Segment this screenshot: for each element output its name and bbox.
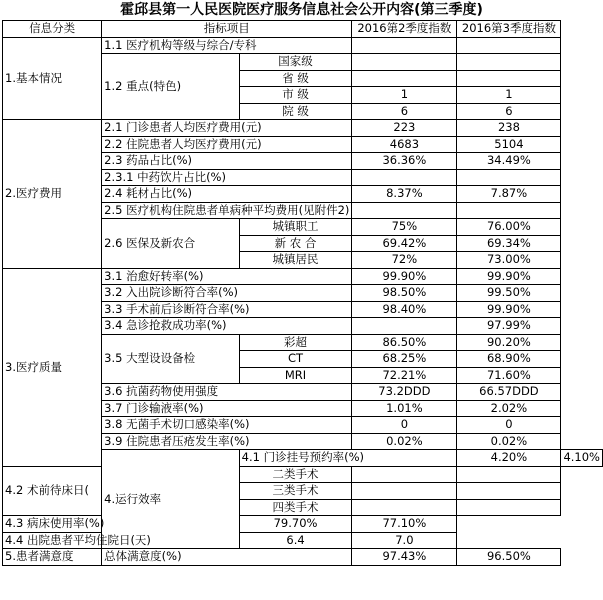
info-table [2, 20, 603, 566]
q3-value: 99.90% [457, 268, 561, 285]
q2-value [352, 54, 457, 71]
q2-value [352, 318, 457, 335]
indicator-cell: 3.2 入出院诊断符合率(%) [102, 285, 352, 302]
sub-indicator-cell: 省 级 [239, 70, 352, 87]
q2-value: 69.42% [352, 235, 457, 252]
sub-indicator-cell: 国家级 [239, 54, 352, 71]
q3-value: 90.20% [457, 334, 561, 351]
table-row [3, 37, 603, 54]
category-cell: 5.患者满意度 [3, 549, 102, 566]
table-row [3, 120, 603, 137]
indicator-cell: 4.1 门诊挂号预约率(%) [239, 450, 457, 467]
indicator-cell: 1.2 重点(特色) [102, 54, 240, 120]
q2-value: 73.2DDD [352, 384, 457, 401]
q3-value [457, 483, 561, 500]
q2-value: 68.25% [352, 351, 457, 368]
category-cell: 4.运行效率 [102, 450, 240, 549]
q3-value: 77.10% [352, 516, 457, 533]
q2-value: 223 [352, 120, 457, 137]
q2-value: 72.21% [352, 367, 457, 384]
q2-value [352, 466, 457, 483]
indicator-cell: 2.6 医保及新农合 [102, 219, 240, 269]
sub-indicator-cell: 彩超 [239, 334, 352, 351]
indicator-cell: 4.4 出院患者平均住院日(天) [3, 532, 240, 549]
q3-value: 7.87% [457, 186, 561, 203]
q2-value [352, 37, 457, 54]
q3-value: 34.49% [457, 153, 561, 170]
table-row [3, 532, 603, 549]
q3-value: 73.00% [457, 252, 561, 269]
indicator-cell: 3.3 手术前后诊断符合率(%) [102, 301, 352, 318]
indicator-cell: 3.6 抗菌药物使用强度 [102, 384, 352, 401]
q3-value: 66.57DDD [457, 384, 561, 401]
indicator-cell: 2.3.1 中药饮片占比(%) [102, 169, 352, 186]
q3-value [457, 499, 561, 516]
q2-value: 6.4 [239, 532, 352, 549]
q2-value: 4683 [352, 136, 457, 153]
sub-indicator-cell: 新 农 合 [239, 235, 352, 252]
sub-indicator-cell: 三类手术 [239, 483, 352, 500]
indicator-cell: 2.5 医疗机构住院患者单病种平均费用(见附件2) [102, 202, 352, 219]
q2-value: 97.43% [352, 549, 457, 566]
q3-value: 5104 [457, 136, 561, 153]
q2-value: 4.20% [457, 450, 561, 467]
indicator-cell: 2.1 门诊患者人均医疗费用(元) [102, 120, 352, 137]
sub-indicator-cell: 城镇职工 [239, 219, 352, 236]
q3-value: 1 [457, 87, 561, 104]
indicator-cell: 3.8 无菌手术切口感染率(%) [102, 417, 352, 434]
q2-value: 8.37% [352, 186, 457, 203]
q3-value [457, 169, 561, 186]
q2-value [352, 483, 457, 500]
q3-value: 97.99% [457, 318, 561, 335]
q2-value: 0.02% [352, 433, 457, 450]
q3-value: 2.02% [457, 400, 561, 417]
indicator-cell: 4.2 术前待床日( [3, 466, 102, 516]
q3-value [457, 202, 561, 219]
q3-value: 0.02% [457, 433, 561, 450]
table-row [3, 466, 603, 483]
indicator-cell: 3.1 治愈好转率(%) [102, 268, 352, 285]
q3-value [457, 70, 561, 87]
category-cell: 3.医疗质量 [3, 268, 102, 466]
q2-value: 75% [352, 219, 457, 236]
q2-value [352, 202, 457, 219]
indicator-cell: 2.4 耗材占比(%) [102, 186, 352, 203]
indicator-cell: 3.5 大型设设备检 [102, 334, 240, 384]
q3-value [457, 54, 561, 71]
table-row [3, 268, 603, 285]
q3-value: 6 [457, 103, 561, 120]
q2-value: 72% [352, 252, 457, 269]
q3-value: 68.90% [457, 351, 561, 368]
report-title: 霍邱县第一人民医院医疗服务信息社会公开内容(第三季度) [120, 2, 483, 18]
q3-value: 238 [457, 120, 561, 137]
q2-value: 1.01% [352, 400, 457, 417]
sub-indicator-cell: MRI [239, 367, 352, 384]
indicator-cell: 2.3 药品占比(%) [102, 153, 352, 170]
q2-value: 79.70% [239, 516, 352, 533]
category-cell: 1.基本情况 [3, 37, 102, 120]
q3-value: 99.90% [457, 301, 561, 318]
header-q3: 2016第3季度指数 [457, 21, 561, 38]
sub-indicator-cell: CT [239, 351, 352, 368]
q3-value [457, 37, 561, 54]
indicator-cell: 总体满意度(%) [102, 549, 352, 566]
q2-value: 0 [352, 417, 457, 434]
header-q2: 2016第2季度指数 [352, 21, 457, 38]
header-row [3, 21, 603, 38]
q3-value: 71.60% [457, 367, 561, 384]
indicator-cell: 4.3 病床使用率(%) [3, 516, 240, 533]
q2-value [352, 499, 457, 516]
q2-value: 98.40% [352, 301, 457, 318]
q3-value: 7.0 [352, 532, 457, 549]
q2-value: 86.50% [352, 334, 457, 351]
category-cell: 2.医疗费用 [3, 120, 102, 269]
indicator-cell: 3.4 急诊抢救成功率(%) [102, 318, 352, 335]
q3-value [457, 466, 561, 483]
q2-value: 36.36% [352, 153, 457, 170]
q2-value [352, 169, 457, 186]
indicator-cell: 3.7 门诊输液率(%) [102, 400, 352, 417]
indicator-cell: 1.1 医疗机构等级与综合/专科 [102, 37, 352, 54]
q2-value: 98.50% [352, 285, 457, 302]
sub-indicator-cell: 市 级 [239, 87, 352, 104]
header-category: 信息分类 [3, 21, 102, 38]
q3-value: 99.50% [457, 285, 561, 302]
indicator-cell: 3.9 住院患者压疮发生率(%) [102, 433, 352, 450]
q2-value: 1 [352, 87, 457, 104]
q2-value: 6 [352, 103, 457, 120]
q3-value: 4.10% [561, 450, 603, 467]
indicator-cell: 2.2 住院患者人均医疗费用(元) [102, 136, 352, 153]
table-row [3, 516, 603, 533]
sub-indicator-cell: 四类手术 [239, 499, 352, 516]
sub-indicator-cell: 二类手术 [239, 466, 352, 483]
table-row [3, 549, 603, 566]
q2-value [352, 70, 457, 87]
q3-value: 0 [457, 417, 561, 434]
q2-value: 99.90% [352, 268, 457, 285]
sub-indicator-cell: 城镇居民 [239, 252, 352, 269]
q3-value: 96.50% [457, 549, 561, 566]
sub-indicator-cell: 院 级 [239, 103, 352, 120]
header-indicator: 指标项目 [102, 21, 352, 38]
q3-value: 69.34% [457, 235, 561, 252]
q3-value: 76.00% [457, 219, 561, 236]
